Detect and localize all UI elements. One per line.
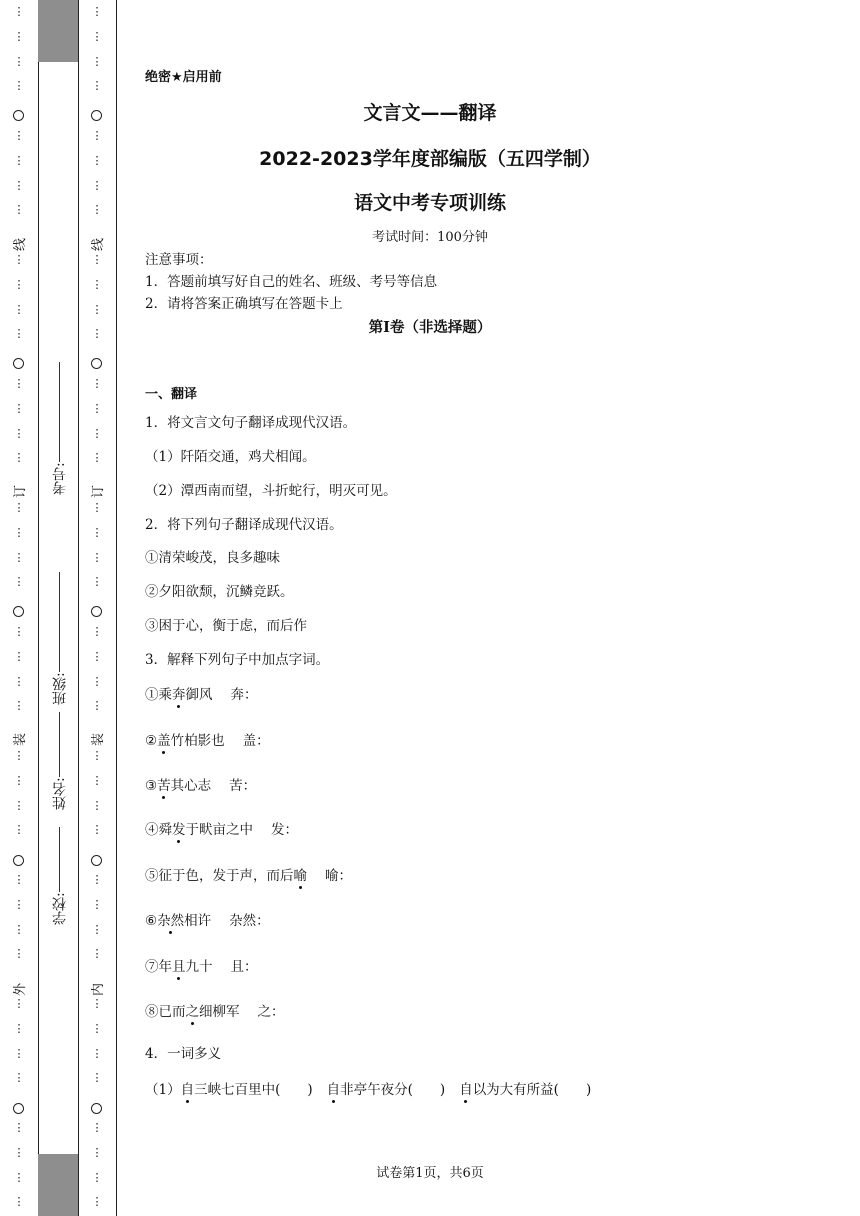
outer-dots: ⋮ <box>13 997 25 1010</box>
outer-dots: ⋮ <box>13 1046 25 1060</box>
dotted-char: 发 <box>172 818 186 838</box>
outer-dots: ⋮ <box>13 79 25 93</box>
inner-dots: ⋮ <box>91 1170 103 1184</box>
inner-dots: ⋮ <box>91 625 103 638</box>
inner-mark: 装 <box>91 732 107 747</box>
outer-dots: ⋮ <box>13 302 25 316</box>
inner-circle <box>91 358 102 369</box>
outer-circle <box>13 110 24 121</box>
outer-dots: ⋮ <box>13 1145 25 1159</box>
outer-dots: ⋮ <box>13 54 25 68</box>
outer-mark: 线 <box>13 237 29 252</box>
question-3-item: ⑧已而之细柳军 之： <box>145 1000 285 1020</box>
answer-label: 杂然： <box>229 913 270 929</box>
outer-dots: ⋮ <box>13 699 25 713</box>
question-2-item-2: ②夕阳欲颓，沉鳞竞跃。 <box>145 584 294 600</box>
outer-dots: ⋮ <box>13 773 25 787</box>
inner-dots: ⋮ <box>91 451 103 465</box>
question-3: 3．解释下列句子中加点字词。 <box>145 652 330 668</box>
outer-binding-margin <box>0 0 38 1216</box>
outer-dots: ⋮ <box>13 625 25 638</box>
inner-dots: ⋮ <box>91 129 103 142</box>
inner-dots: ⋮ <box>91 674 103 688</box>
outer-dots: ⋮ <box>13 947 25 961</box>
outer-dots: ⋮ <box>13 798 25 812</box>
inner-dots: ⋮ <box>91 5 103 18</box>
inner-dots: ⋮ <box>91 401 103 415</box>
outer-dots: ⋮ <box>13 451 25 465</box>
inner-dots: ⋮ <box>91 302 103 316</box>
inner-dots: ⋮ <box>91 525 103 539</box>
answer-label: 之： <box>257 1004 285 1020</box>
outer-dots: ⋮ <box>13 178 25 192</box>
inner-dots: ⋮ <box>91 327 103 341</box>
outer-dots: ⋮ <box>13 922 25 936</box>
class-field[interactable] <box>50 560 70 705</box>
answer-label: 且： <box>230 959 258 975</box>
inner-mark: 内 <box>91 982 107 997</box>
inner-dots: ⋮ <box>91 649 103 663</box>
outer-dots: ⋮ <box>13 873 25 886</box>
outer-dots: ⋮ <box>13 674 25 688</box>
outer-dots: ⋮ <box>13 5 25 18</box>
inner-dots: ⋮ <box>91 1021 103 1035</box>
inner-dots: ⋮ <box>91 1046 103 1060</box>
question-2-item-1: ①清荣峻茂，良多趣味 <box>145 550 280 566</box>
school-field[interactable] <box>50 815 70 925</box>
confidential-label: 绝密★启用前 <box>145 70 222 85</box>
outer-circle <box>13 1103 24 1114</box>
question-1-item-2: （2）潭西南而望，斗折蛇行，明灭可见。 <box>145 483 397 499</box>
inner-dots: ⋮ <box>91 1195 103 1209</box>
question-4-item-1: （1）自三峡七百里中( ) 自非亭午夜分( ) 自以为大有所益( ) <box>145 1078 591 1098</box>
question-1-item-1: （1）阡陌交通，鸡犬相闻。 <box>145 449 316 465</box>
inner-binding-margin <box>78 0 116 1216</box>
dotted-char: 且 <box>172 955 186 975</box>
dotted-char: 自 <box>181 1078 195 1098</box>
exam-no-field[interactable] <box>50 350 70 495</box>
dotted-char: 杂然 <box>157 909 184 929</box>
inner-dots: ⋮ <box>91 798 103 812</box>
dotted-char: 奔 <box>172 683 186 703</box>
inner-dots: ⋮ <box>91 550 103 564</box>
outer-dots: ⋮ <box>13 426 25 440</box>
inner-dots: ⋮ <box>91 922 103 936</box>
inner-dots: ⋮ <box>91 501 103 514</box>
name-field[interactable] <box>50 700 70 810</box>
inner-dots: ⋮ <box>91 947 103 961</box>
answer-label: 苦： <box>229 778 257 794</box>
dotted-char: 苦 <box>157 774 171 794</box>
inner-dots: ⋮ <box>91 575 103 589</box>
part-heading: 一、翻译 <box>145 387 198 402</box>
outer-dots: ⋮ <box>13 401 25 415</box>
outer-dots: ⋮ <box>13 550 25 564</box>
outer-dots: ⋮ <box>13 153 25 167</box>
outer-dots: ⋮ <box>13 1121 25 1134</box>
answer-label: 盖： <box>242 733 270 749</box>
inner-dots: ⋮ <box>91 897 103 911</box>
inner-dots: ⋮ <box>91 699 103 713</box>
dotted-char: 之 <box>186 1000 200 1020</box>
outer-dots: ⋮ <box>13 1021 25 1035</box>
title-line-2: 2022-2023学年度部编版（五四学制） <box>259 148 601 170</box>
question-3-item: ⑤征于色，发于声，而后喻 喻： <box>145 864 352 884</box>
inner-mark: 线 <box>91 237 107 252</box>
inner-dots: ⋮ <box>91 749 103 762</box>
inner-dots: ⋮ <box>91 997 103 1010</box>
question-3-item: ⑥杂然相许 杂然： <box>145 909 270 929</box>
outer-dots: ⋮ <box>13 575 25 589</box>
outer-dots: ⋮ <box>13 897 25 911</box>
outer-circle <box>13 358 24 369</box>
outer-dots: ⋮ <box>13 1170 25 1184</box>
inner-dots: ⋮ <box>91 79 103 93</box>
outer-dots: ⋮ <box>13 501 25 514</box>
inner-dots: ⋮ <box>91 1071 103 1085</box>
outer-dots: ⋮ <box>13 377 25 390</box>
dotted-char: 自 <box>459 1078 473 1098</box>
outer-dots: ⋮ <box>13 327 25 341</box>
question-3-item: ③苦其心志 苦： <box>145 774 256 794</box>
gray-block-top <box>38 0 78 62</box>
notice-item-1: 1．答题前填写好自己的姓名、班级、考号等信息 <box>145 274 438 290</box>
notice-item-2: 2．请将答案正确填写在答题卡上 <box>145 296 343 312</box>
inner-dots: ⋮ <box>91 426 103 440</box>
outer-mark: 装 <box>13 732 29 747</box>
inner-dots: ⋮ <box>91 153 103 167</box>
inner-circle <box>91 606 102 617</box>
inner-dots: ⋮ <box>91 253 103 266</box>
outer-circle <box>13 606 24 617</box>
outer-dots: ⋮ <box>13 203 25 217</box>
question-2: 2．将下列句子翻译成现代汉语。 <box>145 517 343 533</box>
dotted-char: 喻 <box>294 864 308 884</box>
inner-dots: ⋮ <box>91 773 103 787</box>
inner-dots: ⋮ <box>91 178 103 192</box>
outer-circle <box>13 855 24 866</box>
outer-dots: ⋮ <box>13 823 25 837</box>
inner-mark: 订 <box>91 484 107 499</box>
inner-dots: ⋮ <box>91 29 103 43</box>
gray-block-bottom <box>38 1154 78 1216</box>
outer-mark: 订 <box>13 484 29 499</box>
dotted-char: 自 <box>327 1078 341 1098</box>
outer-dots: ⋮ <box>13 1071 25 1085</box>
exam-no-label: 考号: <box>52 462 68 495</box>
question-4: 4．一词多义 <box>145 1046 222 1062</box>
outer-dots: ⋮ <box>13 749 25 762</box>
question-3-item: ⑦年且九十 且： <box>145 955 258 975</box>
question-3-item: ①乘奔御风 奔： <box>145 683 258 703</box>
section-title: 第I卷（非选择题） <box>368 319 492 336</box>
answer-label: 喻： <box>325 868 352 884</box>
inner-dots: ⋮ <box>91 873 103 886</box>
school-label: 学校: <box>52 892 68 925</box>
outer-dots: ⋮ <box>13 649 25 663</box>
name-label: 姓名: <box>52 777 68 810</box>
inner-circle <box>91 110 102 121</box>
page-footer: 试卷第1页，共6页 <box>376 1166 484 1181</box>
inner-dots: ⋮ <box>91 377 103 390</box>
notice-heading: 注意事项： <box>145 252 213 268</box>
class-label: 班级: <box>52 672 68 705</box>
exam-time: 考试时间：100分钟 <box>372 230 488 245</box>
question-3-item: ②盖竹柏影也 盖： <box>145 729 270 749</box>
inner-dots: ⋮ <box>91 1145 103 1159</box>
inner-circle <box>91 1103 102 1114</box>
inner-dots: ⋮ <box>91 203 103 217</box>
outer-dots: ⋮ <box>13 29 25 43</box>
title-line-1: 文言文——翻译 <box>363 102 497 124</box>
question-3-item: ④舜发于畎亩之中 发： <box>145 818 298 838</box>
outer-dots: ⋮ <box>13 253 25 266</box>
outer-dots: ⋮ <box>13 129 25 142</box>
binding-line-content <box>116 0 117 1216</box>
answer-label: 发： <box>271 822 298 838</box>
inner-dots: ⋮ <box>91 277 103 291</box>
question-1: 1．将文言文句子翻译成现代汉语。 <box>145 415 357 431</box>
outer-dots: ⋮ <box>13 277 25 291</box>
outer-dots: ⋮ <box>13 1195 25 1209</box>
inner-dots: ⋮ <box>91 54 103 68</box>
outer-mark: 外 <box>13 982 29 997</box>
outer-dots: ⋮ <box>13 525 25 539</box>
inner-dots: ⋮ <box>91 823 103 837</box>
answer-label: 奔： <box>230 687 258 703</box>
inner-circle <box>91 855 102 866</box>
dotted-char: 盖 <box>157 729 171 749</box>
inner-dots: ⋮ <box>91 1121 103 1134</box>
question-2-item-3: ③困于心，衡于虑，而后作 <box>145 618 307 634</box>
title-line-3: 语文中考专项训练 <box>353 192 506 214</box>
